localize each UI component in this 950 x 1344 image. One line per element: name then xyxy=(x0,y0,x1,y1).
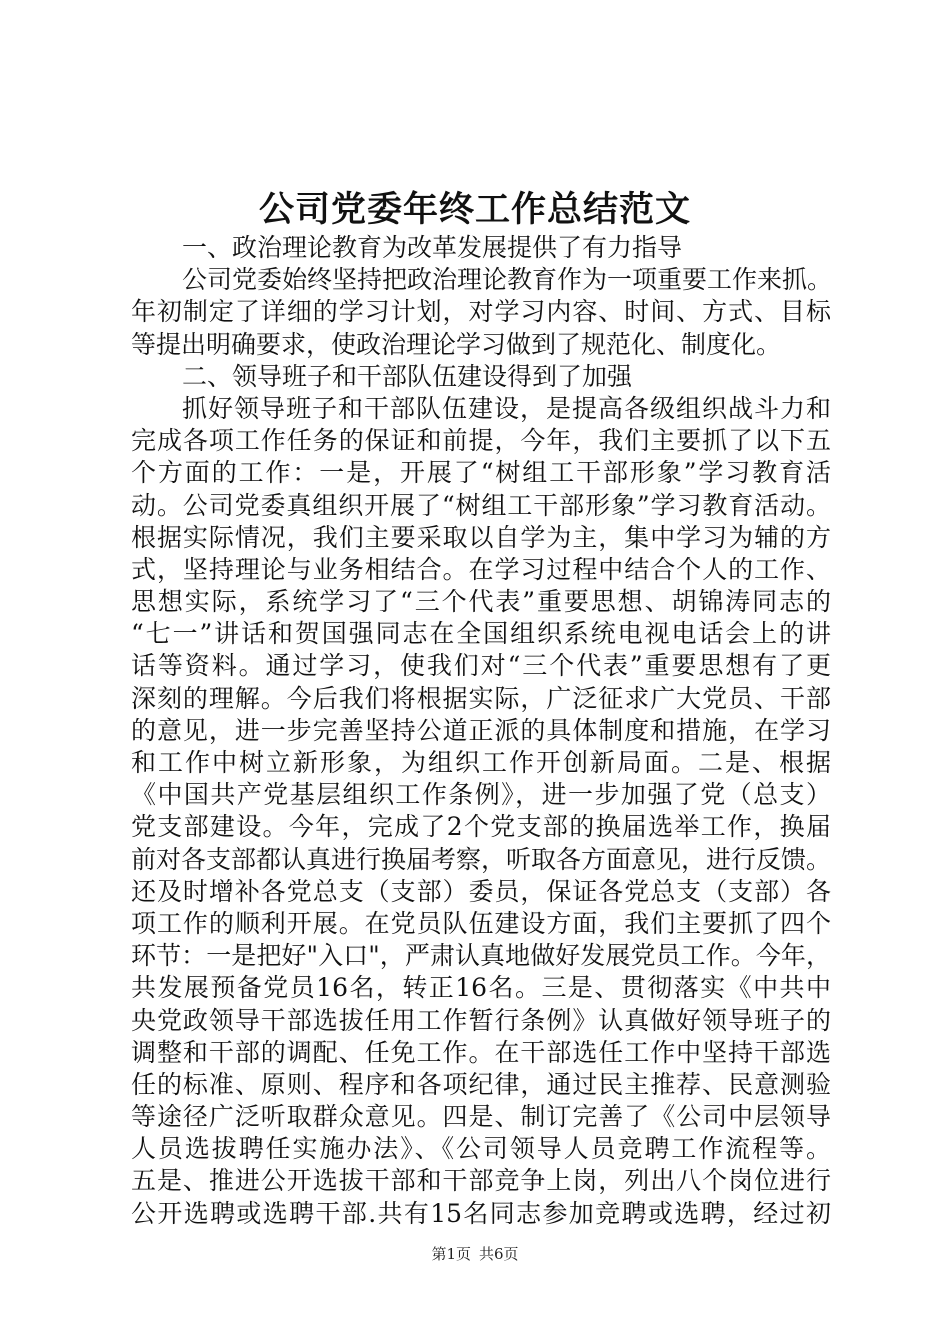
document-body xyxy=(131,232,831,1230)
paragraph-line: 抓好领导班子和干部队伍建设，是提高各级组织战斗力和 xyxy=(182,393,831,423)
paragraph-line: 和工作中树立新形象，为组织工作开创新局面。二是、根据 xyxy=(131,748,831,777)
paragraph-line: 公司党委始终坚持把政治理论教育作为一项重要工作来抓。 xyxy=(182,265,833,295)
paragraph-line: 式，坚持理论与业务相结合。在学习过程中结合个人的工作、 xyxy=(131,554,831,584)
paragraph-line: 话等资料。通过学习，使我们对“三个代表”重要思想有了更 xyxy=(131,651,831,681)
page-count: 共6页 xyxy=(479,1245,519,1263)
document-title: 公司党委年终工作总结范文 xyxy=(258,189,691,230)
paragraph-line: 动。公司党委真组织开展了“树组工干部形象”学习教育活动。 xyxy=(131,490,831,520)
paragraph-line: 《中国共产党基层组织工作条例》，进一步加强了党（总支） xyxy=(131,780,831,810)
paragraph-line: 环节：一是把好"入口"，严肃认真地做好发展党员工作。今年， xyxy=(131,941,831,971)
paragraph-line: 人员选拔聘任实施办法》、《公司领导人员竞聘工作流程等。 xyxy=(131,1134,831,1164)
paragraph-line: 共发展预备党员16名，转正16名。三是、贯彻落实《中共中 xyxy=(131,973,831,1003)
page-number: 第1页 xyxy=(431,1245,471,1263)
paragraph-line: 党支部建设。今年，完成了2个党支部的换届选举工作，换届 xyxy=(131,812,831,842)
paragraph-line: 五是、推进公开选拔干部和干部竞争上岗，列出八个岗位进行 xyxy=(131,1166,831,1196)
paragraph-line: 年初制定了详细的学习计划，对学习内容、时间、方式、目标 xyxy=(131,297,831,327)
paragraph-line: 还及时增补各党总支（支部）委员，保证各党总支（支部）各 xyxy=(131,876,831,906)
paragraph-line: 等途径广泛听取群众意见。四是、制订完善了《公司中层领导 xyxy=(131,1102,831,1132)
section-heading: 二、领导班子和干部队伍建设得到了加强 xyxy=(182,361,633,391)
paragraph-line: 调整和干部的调配、任免工作。在干部选任工作中坚持干部选 xyxy=(131,1037,831,1067)
paragraph-line: “七一”讲话和贺国强同志在全国组织系统电视电话会上的讲 xyxy=(131,619,831,649)
paragraph-line: 前对各支部都认真进行换届考察，听取各方面意见，进行反馈。 xyxy=(131,844,832,874)
paragraph-line: 等提出明确要求，使政治理论学习做到了规范化、制度化。 xyxy=(131,329,782,359)
paragraph-line: 深刻的理解。今后我们将根据实际，广泛征求广大党员、干部 xyxy=(131,683,831,713)
paragraph-line: 项工作的顺利开展。在党员队伍建设方面，我们主要抓了四个 xyxy=(131,908,831,938)
paragraph-line: 思想实际，系统学习了“三个代表”重要思想、胡锦涛同志的 xyxy=(131,587,831,617)
paragraph-line: 个方面的工作：一是，开展了“树组工干部形象”学习教育活 xyxy=(131,458,831,488)
page-footer xyxy=(0,1244,950,1264)
paragraph-line: 根据实际情况，我们主要采取以自学为主，集中学习为辅的方 xyxy=(131,522,831,552)
paragraph-line: 央党政领导干部选拔任用工作暂行条例》认真做好领导班子的 xyxy=(131,1005,831,1035)
section-heading: 一、政治理论教育为改革发展提供了有力指导 xyxy=(182,233,683,262)
paragraph-line: 完成各项工作任务的保证和前提，今年，我们主要抓了以下五 xyxy=(131,426,831,456)
paragraph-line: 的意见，进一步完善坚持公道正派的具体制度和措施，在学习 xyxy=(131,715,831,745)
paragraph-line: 公开选聘或选聘干部.共有15名同志参加竞聘或选聘，经过初 xyxy=(131,1198,831,1228)
paragraph-line: 任的标准、原则、程序和各项纪律，通过民主推荐、民意测验 xyxy=(131,1069,831,1099)
